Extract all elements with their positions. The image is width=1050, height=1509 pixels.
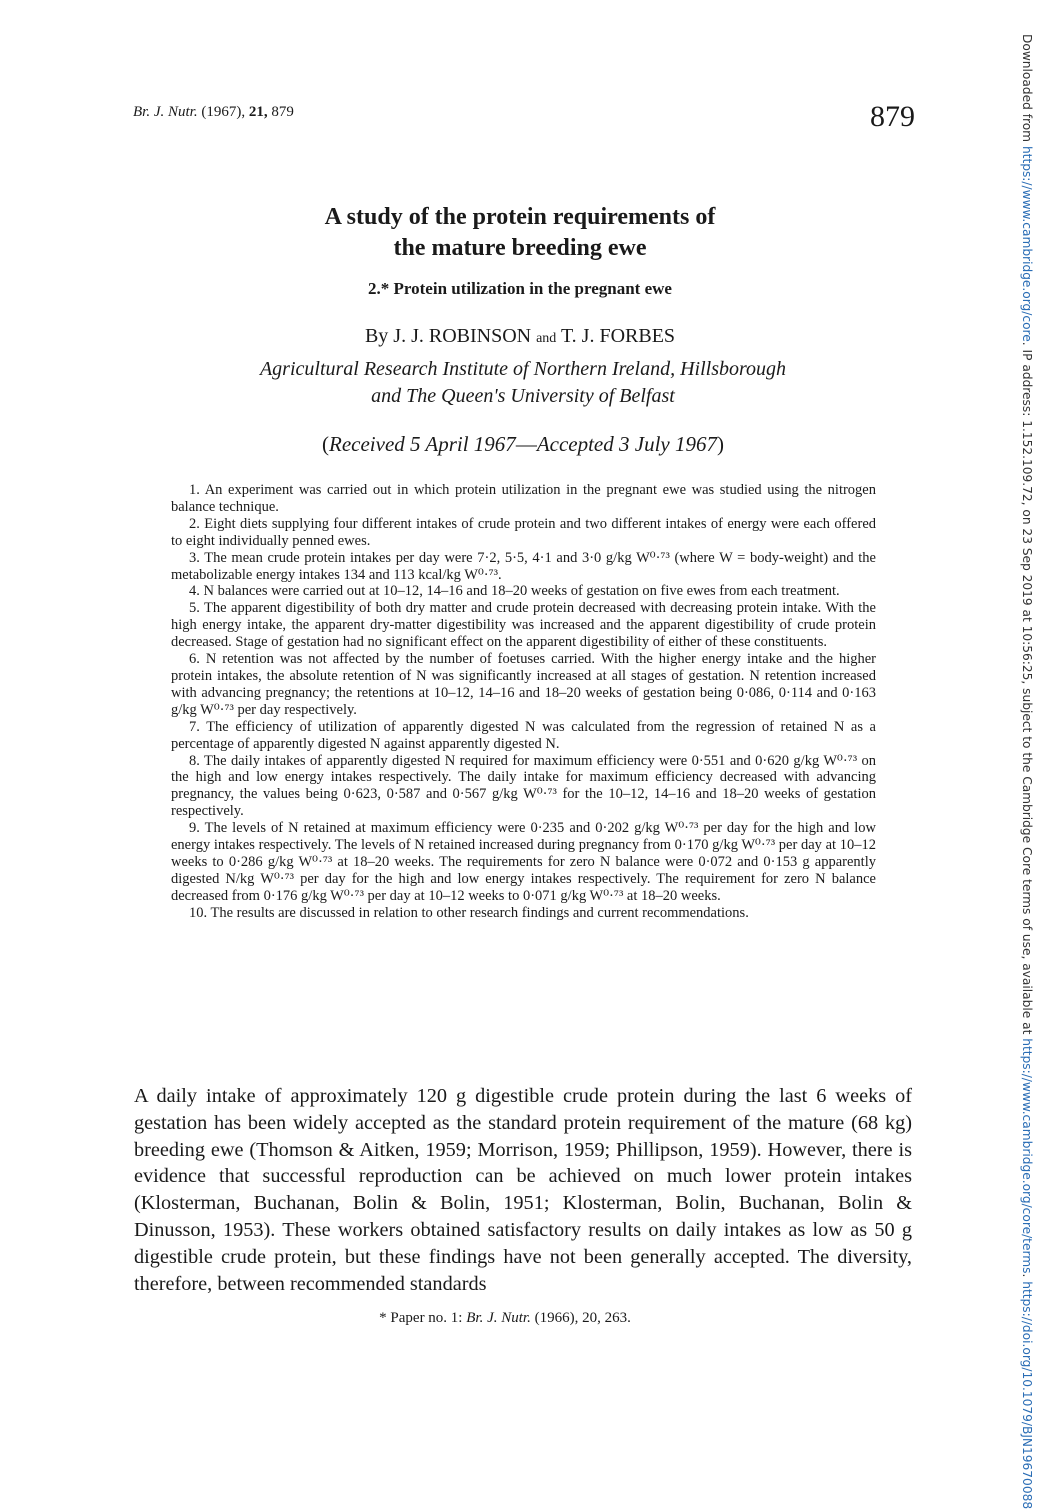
footnote-text: * Paper no. 1:: [379, 1310, 463, 1326]
running-header: [133, 104, 294, 121]
terms-link[interactable]: https://www.cambridge.org/core/terms: [1020, 1038, 1034, 1274]
and-label: and: [536, 331, 557, 346]
cambridge-core-link[interactable]: https://www.cambridge.org/core: [1020, 145, 1034, 342]
abstract-point: 2. Eight diets supplying four different intakes of crude protein and two different intakes of energy were each offered to eight individually penned ewes.: [171, 515, 876, 549]
abstract-point: 9. The levels of N retained at maximum efficiency were 0·235 and 0·202 g/kg W⁰·⁷³ per day for the high and low energy intakes respectively. The levels of N retained increased during pregnancy from 0·170 g/kg W⁰·⁷³ per day at 10–12 weeks to 0·286 g/kg W⁰·⁷³ at 18–20 weeks. The requirements for zero N balance were 0·072 and 0·153 g apparently digested N/kg W⁰·⁷³ per day for the high and low energy intakes respectively. The requirement for zero N balance decreased from 0·176 g/kg W⁰·⁷³ per day at 10–12 weeks to 0·071 g/kg W⁰·⁷³ at 18–20 weeks.: [171, 820, 876, 904]
affiliation-line-1: Agricultural Research Institute of Northern Ireland, Hillsborough: [259, 358, 787, 380]
footnote-rest: (1966), 20, 263.: [534, 1310, 631, 1326]
download-sidebar: [1020, 34, 1034, 1509]
abstract: [171, 482, 876, 922]
accepted-date: Accepted 3 July 1967: [536, 432, 717, 456]
title-line-2: the mature breeding ewe: [393, 235, 647, 261]
abstract-point: 3. The mean crude protein intakes per day were 7·2, 5·5, 4·1 and 3·0 g/kg W⁰·⁷³ (where W = body-weight) and the metabolizable energy intakes 134 and 113 kcal/kg W⁰·⁷³.: [171, 549, 876, 583]
abstract-point: 10. The results are discussed in relation to other research findings and current recommendations.: [189, 904, 749, 921]
affiliation: [0, 356, 1046, 410]
journal-volume: 21,: [248, 104, 268, 120]
received-dates: (Received 5 April 1967—Accepted 3 July 1967): [322, 432, 724, 456]
abstract-point: 4. N balances were carried out at 10–12, 14–16 and 18–20 weeks of gestation on five ewes from each treatment.: [189, 583, 840, 600]
sidebar-prefix: Downloaded from: [1020, 34, 1034, 143]
abstract-point: 7. The efficiency of utilization of apparently digested N was calculated from the regression of retained N as a percentage of apparently digested N against apparently digested N.: [171, 718, 876, 752]
abstract-point: 8. The daily intakes of apparently digested N required for maximum efficiency were 0·551 and 0·620 g/kg W⁰·⁷³ on the high and low energy intakes respectively. The daily intake for maximum efficiency decreased with advancing pregnancy, the values being 0·623, 0·587 and 0·567 g/kg W⁰·⁷³ for the 10–12, 14–16 and 18–20 weeks of gestation respectively.: [171, 752, 876, 820]
sidebar-separator: .: [1020, 1273, 1034, 1278]
paper-title: [0, 202, 1040, 264]
doi-link[interactable]: https://doi.org/10.1079/BJN19670088: [1020, 1281, 1034, 1509]
received-date: Received 5 April 1967: [329, 432, 516, 456]
footnote: [0, 1310, 1010, 1327]
footnote-journal: Br. J. Nutr.: [466, 1310, 531, 1326]
journal-name: Br. J. Nutr.: [133, 104, 198, 120]
by-label: By: [364, 325, 389, 347]
abstract-point: 6. N retention was not affected by the number of foetuses carried. With the higher energy intake and the higher protein intakes, the absolute retention of N was significantly increased at all stages of gestation. N retention increased with advancing pregnancy; the retentions at 10–12, 14–16 and 18–20 weeks of gestation being 0·086, 0·114 and 0·163 g/kg W⁰·⁷³ per day respectively.: [171, 651, 876, 718]
body-paragraph: A daily intake of approximately 120 g digestible crude protein during the last 6 weeks of gestation has been widely accepted as the standard protein requirement of the mature (68 kg) breeding ewe (Thomson & Aitken, 1959; Morrison, 1959; Phillipson, 1959). However, there is evidence that successful reproduction can be achieved on much lower protein intakes (Klosterman, Buchanan, Bolin & Bolin, 1951; Klosterman, Bolin, Buchanan, Bolin & Dinusson, 1953). These workers obtained satisfactory results on daily intakes as low as 50 g digestible crude protein, but these findings have not been generally accepted. The diversity, therefore, between recommended standards: [134, 1085, 912, 1295]
page-number: 879: [870, 100, 915, 133]
journal-page: 879: [271, 104, 294, 120]
affiliation-line-2: and The Queen's University of Belfast: [371, 385, 675, 407]
paper-subtitle: 2.* Protein utilization in the pregnant ewe: [368, 279, 672, 298]
author-1: J. J. ROBINSON: [393, 325, 532, 347]
abstract-point: 5. The apparent digestibility of both dry matter and crude protein decreased with decreasing protein intake. With the high energy intake, the apparent dry-matter digestibility was increased and the apparent digestibility of crude protein decreased. Stage of gestation had no significant effect on the apparent digestibility of either of these constituents.: [171, 600, 876, 651]
body-text: [134, 1083, 912, 1297]
title-line-1: A study of the protein requirements of: [324, 204, 716, 230]
journal-year: (1967),: [201, 104, 246, 120]
sidebar-middle: . IP address: 1.152.109.72, on 23 Sep 2019 at 10:56:25, subject to the Cambridge Core terms of use, available at: [1020, 341, 1034, 1035]
author-2: T. J. FORBES: [560, 325, 676, 347]
abstract-point: 1. An experiment was carried out in which protein utilization in the pregnant ewe was studied using the nitrogen balance technique.: [171, 482, 876, 515]
author-line: [0, 325, 1040, 348]
